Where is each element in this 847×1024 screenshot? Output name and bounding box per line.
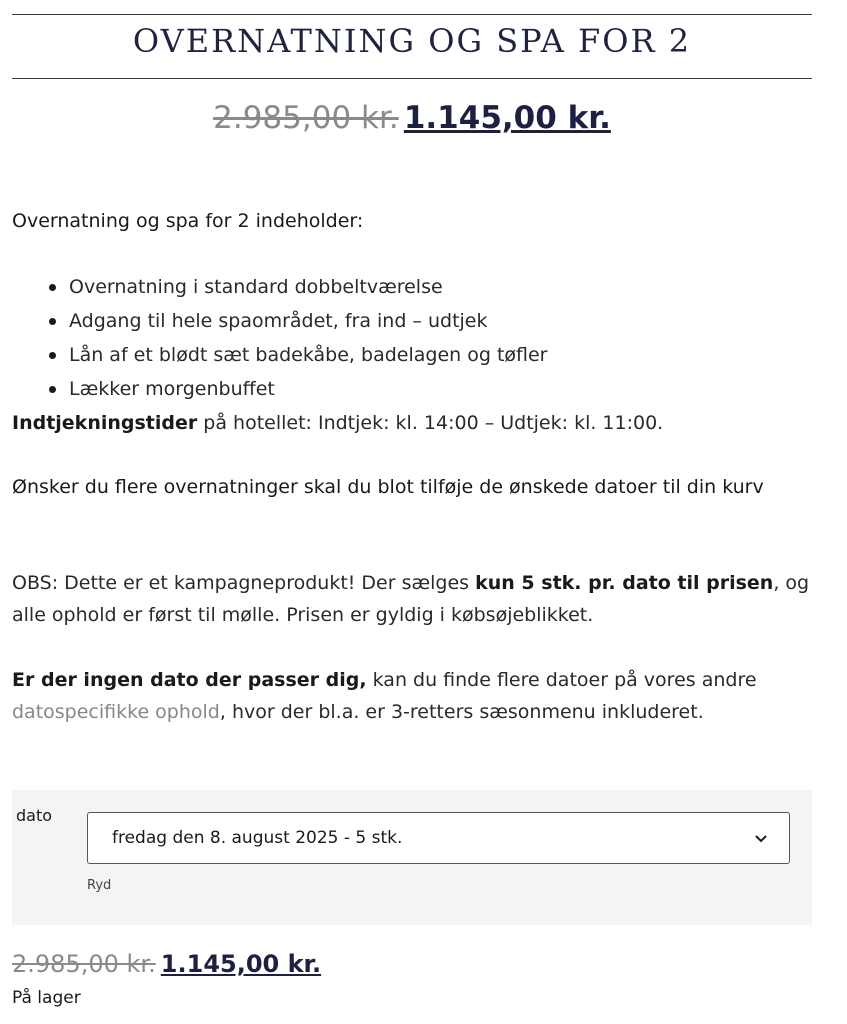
checkin-times bbox=[12, 407, 812, 439]
date-label: dato bbox=[16, 806, 53, 825]
variation-old-price: 2.985,00 kr. bbox=[12, 950, 156, 978]
date-select[interactable] bbox=[87, 812, 790, 864]
date-specific-stays-link[interactable]: datospecifikke ophold bbox=[12, 701, 220, 723]
stock-status: På lager bbox=[12, 988, 81, 1008]
obs-text-2: , og alle ophold er først til mølle. Prisen er gyldig i købsøjeblikket. bbox=[12, 572, 810, 626]
list-item: Lån af et blødt sæt badekåbe, badelagen og tøfler bbox=[69, 338, 548, 372]
title-bottom-rule bbox=[12, 78, 812, 79]
checkin-label: Indtjekningstider bbox=[12, 412, 198, 434]
variation-price-block bbox=[12, 950, 321, 978]
chevron-down-icon bbox=[753, 830, 769, 846]
no-date-text-1: kan du finde flere datoer på vores andre bbox=[366, 669, 757, 691]
obs-text-1: OBS: Dette er et kampagneprodukt! Der sælges bbox=[12, 572, 476, 594]
no-date-text-2: , hvor der bl.a. er 3-retters sæsonmenu inkluderet. bbox=[219, 701, 704, 723]
no-date-notice bbox=[12, 664, 812, 728]
variation-sale-price: 1.145,00 kr. bbox=[160, 950, 322, 978]
price-block bbox=[12, 100, 812, 136]
obs-bold: kun 5 stk. pr. dato til prisen bbox=[475, 572, 774, 594]
sale-price: 1.145,00 kr. bbox=[403, 100, 611, 136]
list-item: Overnatning i standard dobbeltværelse bbox=[69, 270, 548, 304]
product-title: OVERNATNING OG SPA FOR 2 bbox=[132, 22, 692, 60]
list-item: Lækker morgenbuffet bbox=[69, 372, 548, 406]
more-nights-text: Ønsker du flere overnatninger skal du blot tilføje de ønskede datoer til din kurv bbox=[12, 476, 764, 498]
checkin-text: på hotellet: Indtjek: kl. 14:00 – Udtjek: kl. 11:00. bbox=[197, 412, 664, 434]
no-date-bold: Er der ingen dato der passer dig, bbox=[12, 669, 367, 691]
obs-notice bbox=[12, 567, 812, 631]
variation-form bbox=[12, 790, 812, 925]
date-select-value: fredag den 8. august 2025 - 5 stk. bbox=[112, 828, 403, 848]
list-item: Adgang til hele spaområdet, fra ind – udtjek bbox=[69, 304, 548, 338]
description-intro: Overnatning og spa for 2 indeholder: bbox=[12, 210, 364, 232]
old-price: 2.985,00 kr. bbox=[213, 100, 399, 136]
title-top-rule bbox=[12, 14, 812, 15]
feature-list bbox=[12, 270, 548, 406]
clear-selection-link[interactable]: Ryd bbox=[87, 878, 112, 893]
